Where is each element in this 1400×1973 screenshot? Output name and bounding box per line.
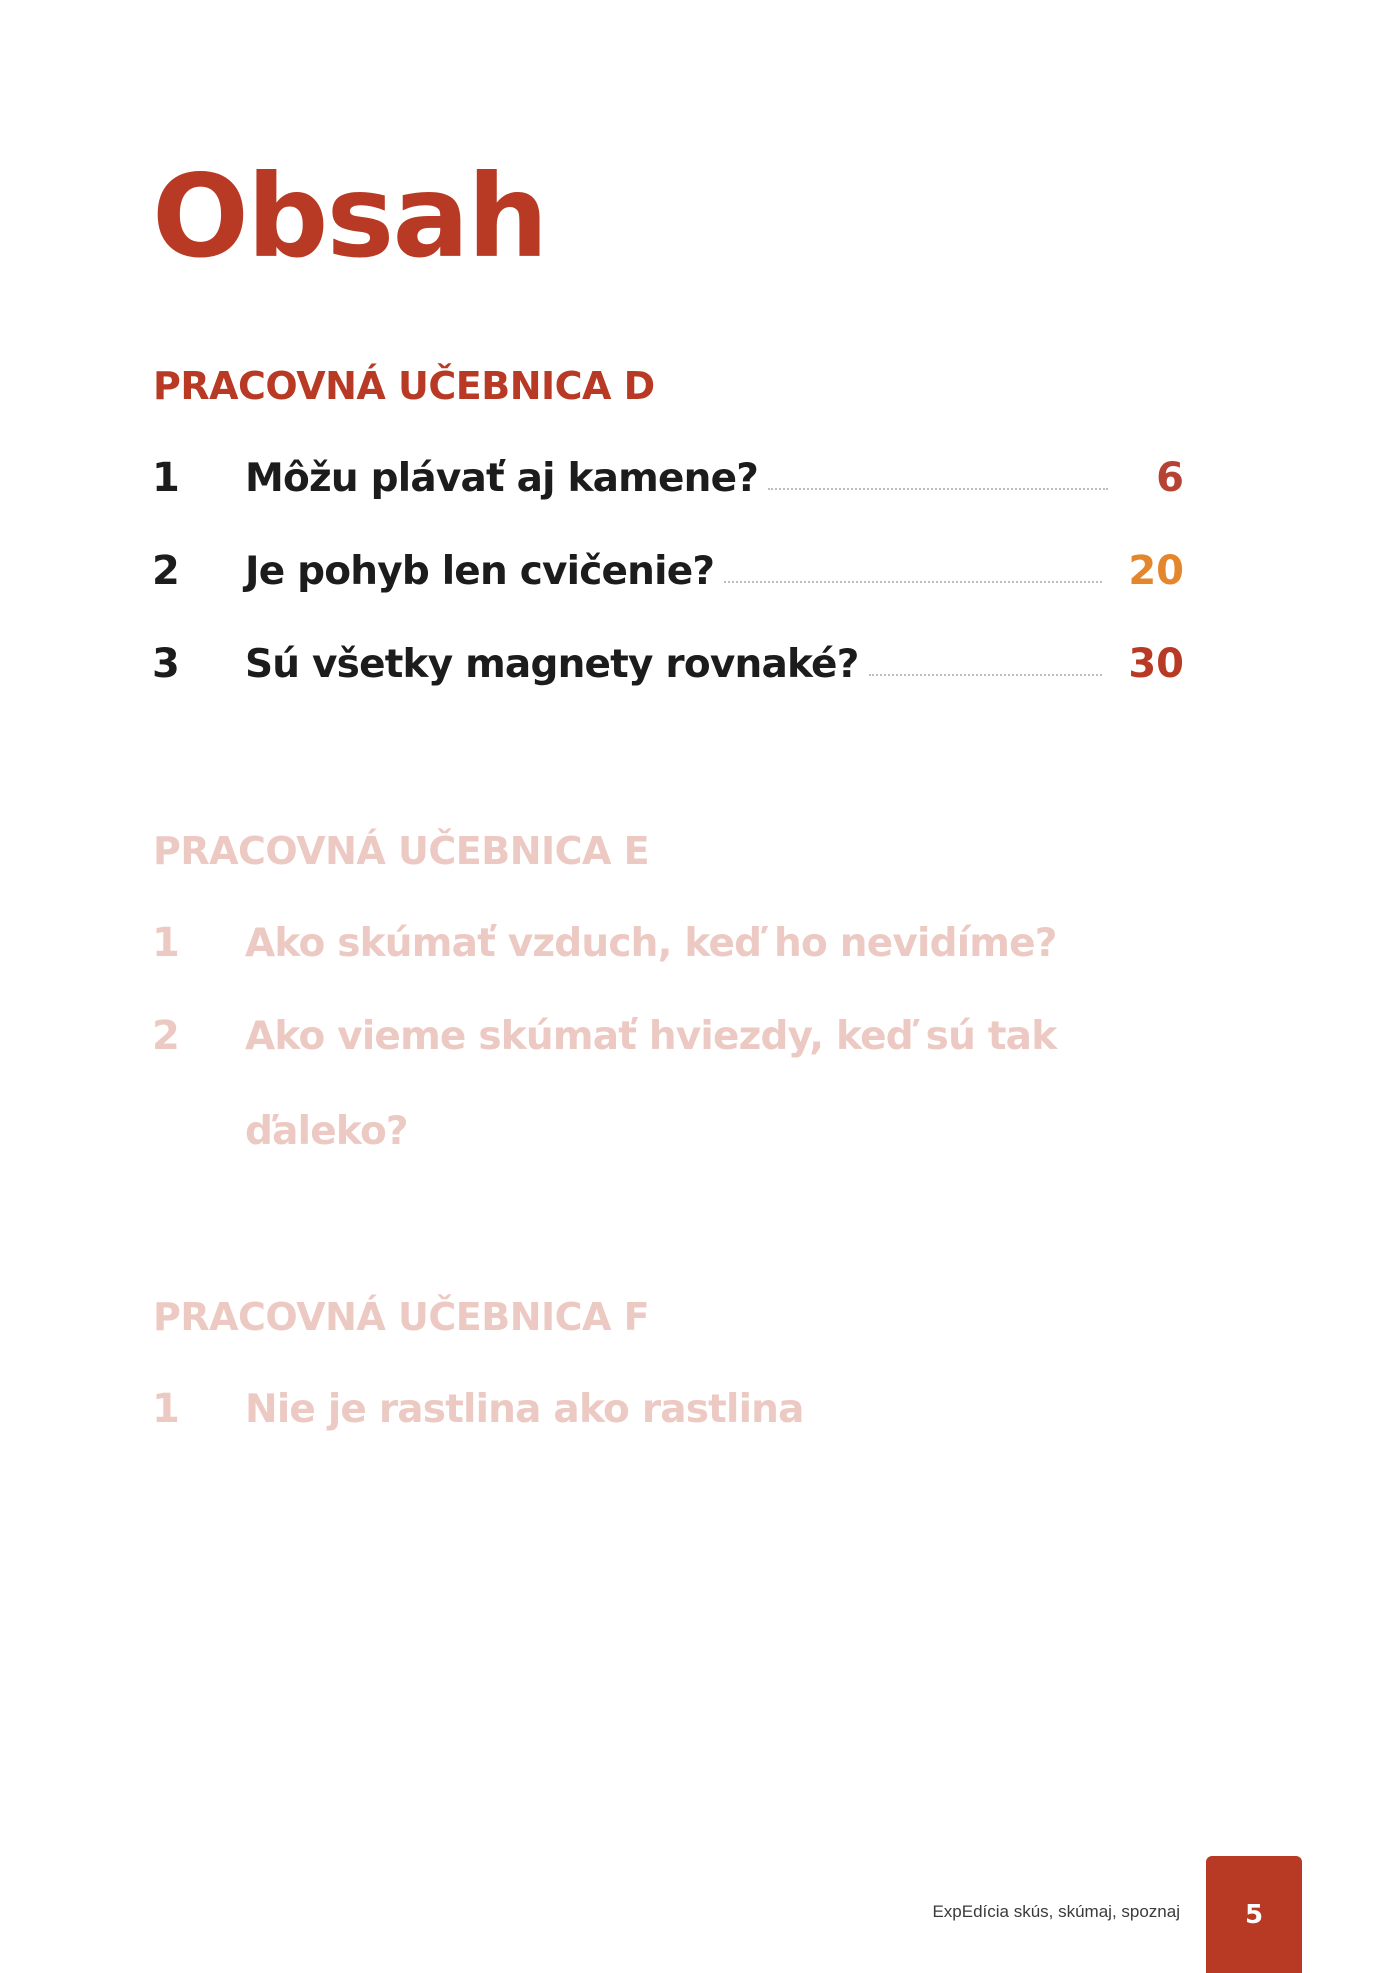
toc-entry-f-1 <box>152 1379 1184 1439</box>
chapter-title: Nie je rastlina ako rastlina <box>245 1386 804 1432</box>
dot-leader <box>724 581 1102 583</box>
chapter-title[interactable]: Sú všetky magnety rovnaké? <box>245 641 859 687</box>
chapter-number: 2 <box>152 1013 180 1059</box>
footer-series-title: ExpEdícia skús, skúmaj, spoznaj <box>932 1902 1180 1921</box>
toc-entry-d-3[interactable] <box>152 634 1184 694</box>
page-title: Obsah <box>152 150 547 283</box>
chapter-number: 1 <box>152 1386 180 1432</box>
chapter-title[interactable]: Je pohyb len cvičenie? <box>245 548 715 594</box>
toc-entry-e-1 <box>152 913 1184 973</box>
chapter-number: 3 <box>152 641 180 687</box>
section-heading-d: PRACOVNÁ UČEBNICA D <box>153 364 655 408</box>
page-number-badge <box>1206 1856 1302 1973</box>
section-heading-e: PRACOVNÁ UČEBNICA E <box>153 829 650 873</box>
toc-entry-d-2[interactable] <box>152 541 1184 601</box>
chapter-title: Ako vieme skúmať hviezdy, keď sú tak <box>245 1013 1057 1059</box>
toc-entry-e-2 <box>152 1006 1184 1066</box>
section-heading-f: PRACOVNÁ UČEBNICA F <box>153 1295 650 1339</box>
toc-entry-d-1[interactable] <box>152 448 1184 508</box>
chapter-title[interactable]: Môžu plávať aj kamene? <box>245 455 759 501</box>
dot-leader <box>768 488 1108 490</box>
chapter-number: 1 <box>152 455 180 501</box>
page-number-label: 5 <box>1244 1899 1264 1930</box>
chapter-number: 2 <box>152 548 180 594</box>
page-number[interactable]: 20 <box>1128 548 1184 594</box>
page-number[interactable]: 30 <box>1128 641 1184 687</box>
page-number[interactable]: 6 <box>1156 455 1184 501</box>
chapter-number: 1 <box>152 920 180 966</box>
dot-leader <box>869 674 1103 676</box>
chapter-title: Ako skúmať vzduch, keď ho nevidíme? <box>245 920 1057 966</box>
chapter-title-continuation: ďaleko? <box>245 1109 408 1154</box>
